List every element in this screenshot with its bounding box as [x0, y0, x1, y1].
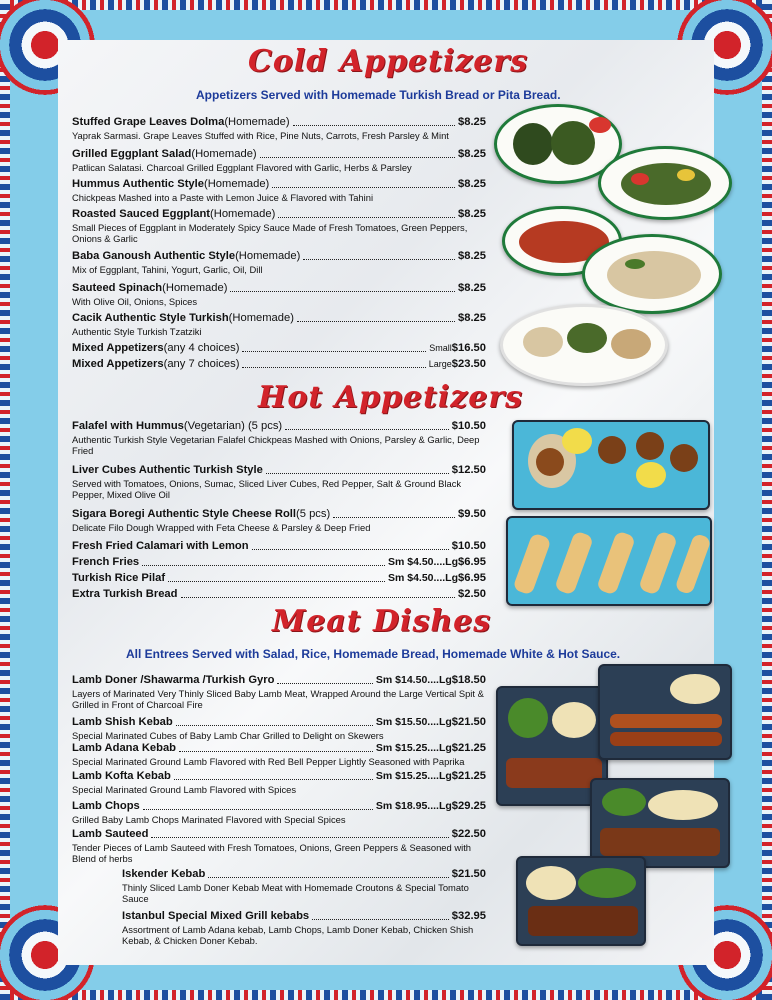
item-name: Mixed Appetizers — [72, 358, 164, 370]
item-price: $8.25 — [458, 116, 486, 128]
item-description: Thinly Sliced Lamb Doner Kebab Meat with Homemade Croutons & Special Tomato Sauce — [122, 882, 469, 904]
dot-leader — [242, 346, 426, 352]
meat-menu-item — [72, 716, 486, 741]
item-description: Special Marinated Cubes of Baby Lamb Char Grilled to Delight on Skewers — [72, 730, 384, 741]
item-price: $8.25 — [458, 208, 486, 220]
item-price: $23.50 — [451, 358, 486, 370]
item-price: $10.50 — [451, 540, 486, 552]
meat-menu-item — [72, 828, 486, 864]
item-description: Special Marinated Ground Lamb Flavored with Red Bell Pepper Lightly Seasoned with Paprika — [72, 756, 465, 767]
item-small-price: Sm $4.50....Lg — [387, 556, 458, 568]
item-name: Iskender Kebab — [122, 868, 206, 880]
item-price: $29.25 — [451, 800, 486, 812]
item-tag: (Homemade) — [162, 282, 228, 294]
top-border — [0, 0, 772, 10]
item-name: Istanbul Special Mixed Grill kebabs — [122, 910, 310, 922]
cold-appetizers-subtitle: Appetizers Served with Homemade Turkish Bread or Pita Bread. — [196, 88, 561, 102]
item-name: Cacik Authentic Style Turkish — [72, 312, 229, 324]
dot-leader — [176, 720, 373, 726]
item-tag: (Homemade) — [224, 116, 290, 128]
hot-appetizers-title: Hot Appetizers — [258, 380, 524, 415]
bottom-border — [0, 990, 772, 1000]
cold-menu-item — [72, 178, 486, 203]
item-small-price: Sm $4.50....Lg — [387, 572, 458, 584]
dot-leader — [303, 254, 455, 260]
item-name: Liver Cubes Authentic Turkish Style — [72, 464, 263, 476]
dot-leader — [179, 746, 373, 752]
meat-menu-item — [122, 910, 486, 946]
cold-menu-item — [72, 250, 486, 275]
left-border — [0, 0, 10, 1000]
item-price: $12.50 — [451, 464, 486, 476]
item-tag: (Homemade) — [228, 312, 294, 324]
item-name: Lamb Kofta Kebab — [72, 770, 171, 782]
item-name: Fresh Fried Calamari with Lemon — [72, 540, 249, 552]
hot-menu-item — [72, 556, 486, 569]
item-description: Grilled Baby Lamb Chops Marinated Flavored with Special Spices — [72, 814, 346, 825]
item-price: $8.25 — [458, 312, 486, 324]
item-price: $8.25 — [458, 282, 486, 294]
item-name: Stuffed Grape Leaves Dolma — [72, 116, 225, 128]
item-name: Lamb Doner /Shawarma /Turkish Gyro — [72, 674, 275, 686]
dot-leader — [285, 424, 449, 430]
dot-leader — [266, 468, 449, 474]
item-price: $16.50 — [451, 342, 486, 354]
dot-leader — [272, 182, 455, 188]
item-name: Mixed Appetizers — [72, 342, 164, 354]
item-description: Delicate Filo Dough Wrapped with Feta Cheese & Parsley & Deep Fried — [72, 522, 371, 533]
item-tag: (Vegetarian) (5 pcs) — [183, 420, 283, 432]
item-tag: (5 pcs) — [296, 508, 331, 520]
item-name: Turkish Rice Pilaf — [72, 572, 166, 584]
item-description: Mix of Eggplant, Tahini, Yogurt, Garlic, Oil, Dill — [72, 264, 263, 275]
item-small-price: Sm $15.25....Lg — [375, 742, 452, 754]
right-border — [762, 0, 772, 1000]
dot-leader — [230, 286, 455, 292]
item-small-price: Sm $18.95....Lg — [375, 800, 452, 812]
baba-ganoush-photo — [582, 234, 722, 314]
item-price: $6.95 — [458, 572, 486, 584]
dot-leader — [297, 316, 455, 322]
meat-menu-item — [72, 742, 486, 767]
item-price: $22.50 — [451, 828, 486, 840]
item-tag: (Homemade) — [204, 178, 270, 190]
cold-appetizers-title: Cold Appetizers — [248, 44, 529, 79]
dot-leader — [174, 774, 373, 780]
cold-menu-item — [72, 282, 486, 307]
item-name: Lamb Chops — [72, 800, 140, 812]
item-price: $8.25 — [458, 178, 486, 190]
cold-menu-item — [72, 208, 486, 244]
item-price: $6.95 — [458, 556, 486, 568]
item-description: Authentic Style Turkish Tzatziki — [72, 326, 202, 337]
item-price: $21.50 — [451, 868, 486, 880]
hot-menu-item — [72, 588, 486, 601]
dot-leader — [277, 678, 372, 684]
dot-leader — [208, 872, 448, 878]
iskender-kebab-photo — [516, 856, 646, 946]
item-tag: (Homemade) — [235, 250, 301, 262]
item-small-price: Sm $14.50....Lg — [375, 674, 452, 686]
item-name: Falafel with Hummus — [72, 420, 184, 432]
dot-leader — [142, 560, 385, 566]
item-name: French Fries — [72, 556, 140, 568]
item-tag: (any 4 choices) — [163, 342, 240, 354]
item-name: Lamb Shish Kebab — [72, 716, 173, 728]
dot-leader — [260, 152, 455, 158]
item-description: Layers of Marinated Very Thinly Sliced Baby Lamb Meat, Wrapped Around the Large Vertical Spit & Grilled in Front of Charcoal Fire — [72, 688, 484, 710]
item-description: Special Marinated Ground Lamb Flavored with Spices — [72, 784, 297, 795]
meat-menu-item — [72, 800, 486, 825]
cold-menu-item — [72, 342, 486, 355]
item-price: $21.25 — [451, 770, 486, 782]
item-tag: (Homemade) — [210, 208, 276, 220]
item-tag: (Homemade) — [191, 148, 257, 160]
cold-menu-item — [72, 116, 486, 141]
dot-leader — [242, 362, 425, 368]
hot-menu-item — [72, 540, 486, 553]
item-price: $18.50 — [451, 674, 486, 686]
item-name: Roasted Sauced Eggplant — [72, 208, 211, 220]
item-price: $21.50 — [451, 716, 486, 728]
item-description: Small Pieces of Eggplant in Moderately Spicy Sauce Made of Fresh Tomatoes, Green Peppers, Onions & Garlic — [72, 222, 468, 244]
item-name: Extra Turkish Bread — [72, 588, 178, 600]
item-size: Small — [429, 343, 452, 353]
item-tag: (any 7 choices) — [163, 358, 240, 370]
item-small-price: Sm $15.25....Lg — [375, 770, 452, 782]
item-price: $8.25 — [458, 250, 486, 262]
item-name: Lamb Adana Kebab — [72, 742, 177, 754]
item-description: Patlican Salatasi. Charcoal Grilled Eggplant Flavored with Garlic, Herbs & Parsley — [72, 162, 412, 173]
meat-menu-item — [72, 674, 486, 710]
item-description: Yaprak Sarmasi. Grape Leaves Stuffed with Rice, Pine Nuts, Carrots, Fresh Parsley & Mint — [72, 130, 449, 141]
meat-dishes-subtitle: All Entrees Served with Salad, Rice, Homemade Bread, Homemade White & Hot Sauce. — [126, 647, 621, 661]
hot-menu-item — [72, 420, 486, 456]
dot-leader — [252, 544, 449, 550]
item-description: With Olive Oil, Onions, Spices — [72, 296, 198, 307]
meat-dishes-title: Meat Dishes — [272, 604, 492, 639]
item-small-price: Sm $15.50....Lg — [375, 716, 452, 728]
meat-menu-item — [72, 770, 486, 795]
mixed-appetizers-photo — [500, 304, 668, 386]
item-name: Baba Ganoush Authentic Style — [72, 250, 236, 262]
dot-leader — [278, 212, 455, 218]
eggplant-salad-photo — [598, 146, 732, 220]
item-price: $10.50 — [451, 420, 486, 432]
dot-leader — [333, 512, 455, 518]
dot-leader — [312, 914, 449, 920]
item-price: $2.50 — [458, 588, 486, 600]
dot-leader — [293, 120, 455, 126]
item-description: Served with Tomatoes, Onions, Sumac, Sliced Liver Cubes, Red Pepper, Salt & Ground Black Pepper, Mixed Olive Oil — [72, 478, 462, 500]
cold-menu-item — [72, 358, 486, 371]
dot-leader — [181, 592, 456, 598]
hot-menu-item — [72, 572, 486, 585]
item-name: Sauteed Spinach — [72, 282, 163, 294]
adana-kebab-photo — [598, 664, 732, 760]
cheese-roll-photo — [506, 516, 712, 606]
item-price: $9.50 — [458, 508, 486, 520]
item-price: $32.95 — [451, 910, 486, 922]
hot-menu-item — [72, 464, 486, 500]
falafel-photo — [512, 420, 710, 510]
item-size: Large — [428, 359, 452, 369]
cold-menu-item — [72, 312, 486, 337]
item-name: Hummus Authentic Style — [72, 178, 204, 190]
item-description: Tender Pieces of Lamb Sauteed with Fresh Tomatoes, Onions, Green Peppers & Seasoned with Blend of herbs — [72, 842, 472, 864]
item-name: Lamb Sauteed — [72, 828, 149, 840]
dot-leader — [143, 804, 373, 810]
item-price: $8.25 — [458, 148, 486, 160]
item-name: Sigara Boregi Authentic Style Cheese Roll — [72, 508, 297, 520]
item-description: Assortment of Lamb Adana kebab, Lamb Chops, Lamb Doner Kebab, Chicken Shish Kebab, & Chicken Doner Kebab. — [122, 924, 474, 946]
item-name: Grilled Eggplant Salad — [72, 148, 192, 160]
cold-menu-item — [72, 148, 486, 173]
meat-menu-item — [122, 868, 486, 904]
item-price: $21.25 — [451, 742, 486, 754]
dot-leader — [151, 832, 448, 838]
dot-leader — [168, 576, 385, 582]
item-description: Chickpeas Mashed into a Paste with Lemon Juice & Flavored with Tahini — [72, 192, 374, 203]
item-description: Authentic Turkish Style Vegetarian Falafel Chickpeas Mashed with Onions, Parsley & Garlic, Deep Fried — [72, 434, 480, 456]
kofta-kebab-photo — [590, 778, 730, 868]
hot-menu-item — [72, 508, 486, 533]
